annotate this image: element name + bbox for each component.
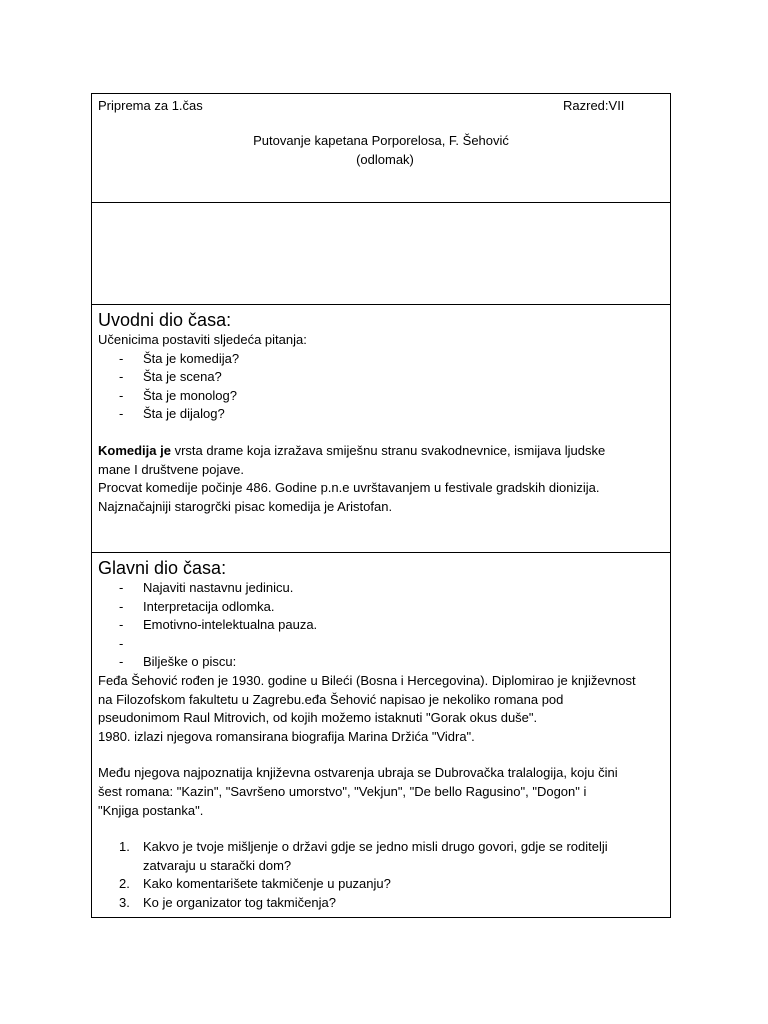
intro-question-list [98, 350, 664, 424]
intro-section [92, 305, 670, 553]
title-line-1: Putovanje kapetana Porporelosa, F. Šehović [253, 133, 509, 148]
comedy-definition-line-3: Procvat komedije počinje 486. Godine p.n.e uvrštavanjem u festivale gradskih dionizija. [98, 480, 600, 496]
bio-line-4: 1980. izlazi njegova romansirana biografija Marina Držića "Vidra". [98, 728, 475, 744]
title-line-2: (odlomak) [356, 151, 414, 167]
list-item: 3. Ko je organizator tog takmičenja? [119, 894, 336, 910]
comedy-term: Komedija je [98, 442, 171, 458]
comedy-definition-line-2: mane I društvene pojave. [98, 461, 244, 477]
list-item: - Emotivno-intelektualna pauza. [119, 617, 318, 633]
list-item: - Šta je scena? [119, 369, 222, 385]
list-item: - [119, 635, 124, 651]
intro-content [92, 331, 670, 516]
list-item: - Najaviti nastavnu jedinicu. [119, 580, 294, 595]
list-item: - Šta je dijalog? [119, 406, 225, 422]
list-item: - Bilješke o piscu: [119, 654, 237, 670]
grade-label: Razred:VII [563, 98, 625, 113]
list-item: 2. Kako komentarišete takmičenje u puzanju? [119, 876, 391, 892]
bio-line-1: Feđa Šehović rođen je 1930. godine u Bileći (Bosna i Hercegovina). Diplomirao je književnost [98, 672, 636, 688]
main-content [92, 579, 670, 913]
intro-lead: Učenicima postaviti sljedeća pitanja: [98, 332, 307, 347]
list-item: - Šta je monolog? [119, 387, 237, 403]
list-item: - Interpretacija odlomka. [119, 598, 275, 614]
comedy-definition-line-4: Najznačajniji starogrčki pisac komedija je Aristofan. [98, 498, 393, 514]
lesson-plan-table [91, 93, 671, 918]
main-step-list [98, 579, 664, 672]
discussion-question-list [98, 838, 664, 912]
main-heading: Glavni dio časa: [98, 558, 227, 578]
comedy-definition: Komedija je vrsta drame koja izražava smiješnu stranu svakodnevnice, ismijava ljudske [98, 442, 606, 458]
list-item: - Šta je komedija? [119, 350, 240, 366]
intro-heading: Uvodni dio časa: [98, 310, 232, 330]
works-line-1: Među njegova najpoznatija književna ostvarenja ubraja se Dubrovačka tralalogija, koju čini [98, 765, 618, 781]
works-line-3: "Knjiga postanka". [98, 802, 204, 818]
bio-line-3: pseudonimom Raul Mitrovich, od kojih možemo istaknuti "Gorak okus duše". [98, 710, 538, 726]
bio-line-2: na Filozofskom fakultetu u Zagrebu.eđa Šehović napisao je nekoliko romana pod [98, 691, 564, 707]
header-cell [92, 94, 670, 203]
works-line-2: šest romana: "Kazin", "Savršeno umorstvo", "Vekjun", "De bello Ragusino", "Dogon" i [98, 783, 587, 799]
main-section [92, 553, 670, 917]
list-item: 1. Kakvo je tvoje mišljenje o državi gdje se jedno misli drugo govori, gdje se roditelji zatvaraju u starački dom? [119, 839, 608, 873]
lesson-title [92, 132, 670, 169]
empty-cell [92, 203, 670, 305]
lesson-label: Priprema za 1.čas [98, 98, 203, 113]
